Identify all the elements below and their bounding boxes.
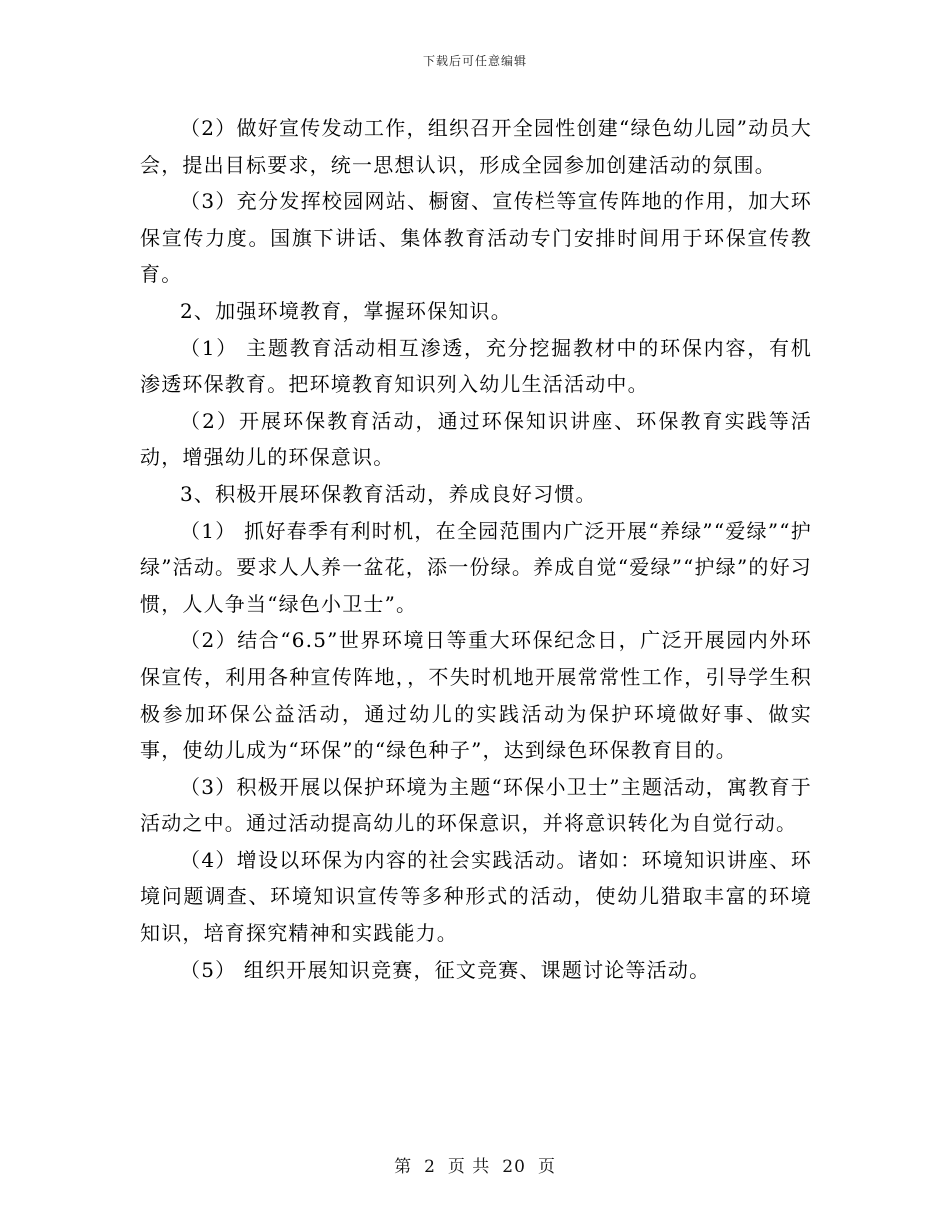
paragraph: （2）结合“6.5”世界环境日等重大环保纪念日，广泛开展园内外环保宣传，利用各种宣传阵地，，不失时机地开展常常性工作，引导学生积极参加环保公益活动，通过幼儿的实践活动为保护环境做好事、做实事，使幼儿成为“环保”的“绿色种子”，达到绿色环保教育目的。 [140,628,812,763]
document-body [140,110,812,988]
section-heading: 2、加强环境教育，掌握环保知识。 [180,298,512,323]
page-header: 下载后可任意编辑 [422,54,527,68]
paragraph: （3）积极开展以保护环境为主题“环保小卫士”主题活动，寓教育于活动之中。通过活动提高幼儿的环保意识，并将意识转化为自觉行动。 [140,774,812,836]
footer-suffix: 页 [537,1157,556,1177]
paragraph: （2）做好宣传发动工作，组织召开全园性创建“绿色幼儿园”动员大会，提出目标要求，统一思想认识，形成全园参加创建活动的氛围。 [140,116,812,177]
paragraph: （2）开展环保教育活动，通过环保知识讲座、环保教育实践等活动，增强幼儿的环保意识。 [140,408,812,470]
footer-middle: 页 共 [447,1157,491,1177]
page-total: 20 [502,1157,526,1177]
footer-prefix: 第 [394,1157,413,1177]
paragraph: （4）增设以环保为内容的社会实践活动。诸如：环境知识讲座、环境问题调查、环境知识宣传等多种形式的活动，使幼儿猎取丰富的环境知识，培育探究精神和实践能力。 [140,847,812,946]
page-number: 2 [424,1157,436,1177]
section-heading: 3、积极开展环保教育活动，养成良好习惯。 [180,481,597,506]
page-footer [0,1152,950,1177]
paragraph: （1） 主题教育活动相互渗透，充分挖掘教材中的环保内容，有机渗透环保教育。把环境教育知识列入幼儿生活活动中。 [140,335,812,397]
paragraph: （5） 组织开展知识竞赛，征文竞赛、课题讨论等活动。 [180,957,711,982]
paragraph: （3）充分发挥校园网站、橱窗、宣传栏等宣传阵地的作用，加大环保宣传力度。国旗下讲话、集体教育活动专门安排时间用于环保宣传教育。 [140,189,812,287]
paragraph: （1） 抓好春季有利时机，在全园范围内广泛开展“养绿”“爱绿”“护绿”活动。要求人人养一盆花，添一份绿。养成自觉“爱绿”“护绿”的好习惯，人人争当“绿色小卫士”。 [140,518,812,616]
